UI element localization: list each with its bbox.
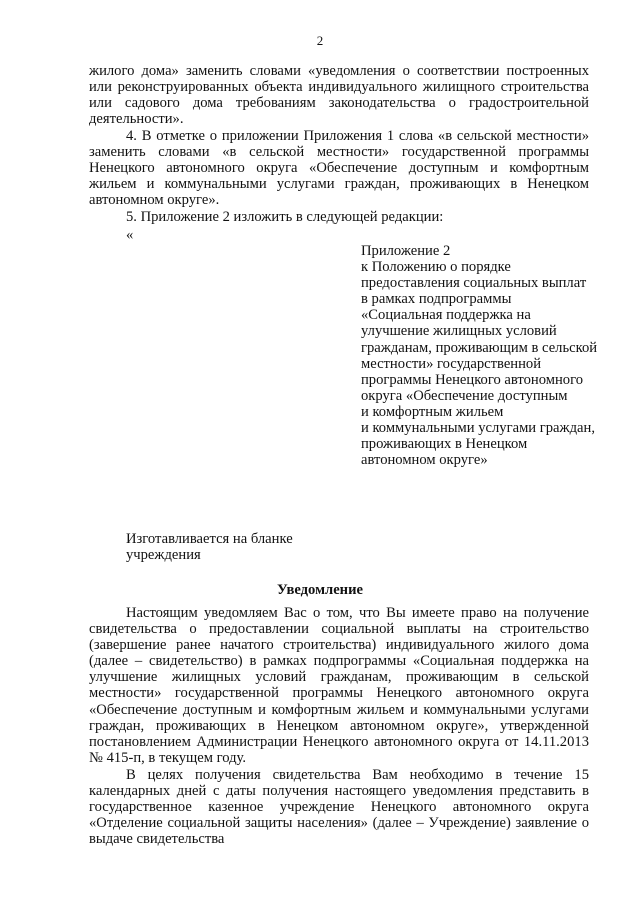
appendix-line: и коммунальными услугами граждан, (361, 420, 595, 437)
appendix-line: и комфортным жильем (361, 403, 504, 420)
page-number: 2 (316, 33, 324, 48)
appendix-line: проживающих в Ненецком (361, 436, 528, 453)
appendix-line: улучшение жилищных условий (361, 323, 557, 340)
appendix-line: предоставления социальных выплат (361, 275, 587, 292)
appendix-line: программы Ненецкого автономного (361, 371, 583, 388)
appendix-line: Приложение 2 (361, 243, 451, 259)
notice-heading: Уведомление (277, 582, 363, 598)
letterhead-note-line: Изготавливается на бланке (126, 531, 293, 547)
appendix-line: автономном округе» (361, 452, 488, 469)
appendix-line: в рамках подпрограммы (361, 291, 512, 308)
notice-paragraph-2: В целях получения свидетельства Вам необходимо в течение 15 календарных дней с даты получения настоящего уведомления представить в государственное казенное учреждение Ненецкого автономного округа «Отделение социальной защиты населения» (далее – Учреждение) заявление о выдаче свидетельства (89, 767, 589, 848)
paragraph-item-5: 5. Приложение 2 изложить в следующей редакции: (126, 209, 444, 225)
appendix-line: округа «Обеспечение доступным (361, 387, 568, 404)
appendix-line: местности» государственной (361, 355, 542, 372)
paragraph-continuation: жилого дома» заменить словами «уведомления о соответствии построенных или реконструированных объекта индивидуального жилищного строительства или садового дома требованиям законодательства о градостроительной деятельности». (89, 63, 589, 128)
letterhead-note-line: учреждения (126, 547, 201, 564)
appendix-caption (361, 243, 601, 468)
appendix-line: «Социальная поддержка на (361, 307, 531, 324)
opening-quote: « (126, 227, 134, 243)
notice-paragraph-1: Настоящим уведомляем Вас о том, что Вы имеете право на получение свидетельства о предоставлении социальной выплаты на строительство (завершение ранее начатого строительства) индивидуального жилого дома (далее – свидетельство) в рамках подпрограммы «Социальная поддержка на улучшение жилищных условий гражданам, проживающим в сельской местности» государственной программы Ненецкого автономного округа «Обеспечение доступным и комфортным жильем и коммунальными услугами граждан, проживающих в Ненецком автономном округе», утвержденной постановлением Администрации Ненецкого автономного округа от 14.11.2013 № 415-п, в текущем году. (89, 605, 589, 766)
letterhead-note (126, 531, 293, 563)
paragraph-item-4: 4. В отметке о приложении Приложения 1 слова «в сельской местности» заменить словами «в сельской местности» государственной программы Ненецкого автономного округа «Обеспечение доступным и комфортным жильем и коммунальными услугами граждан, проживающих в Ненецком автономном округе». (89, 128, 589, 209)
appendix-line: гражданам, проживающим в сельской (361, 339, 598, 356)
appendix-line: к Положению о порядке (361, 259, 511, 276)
